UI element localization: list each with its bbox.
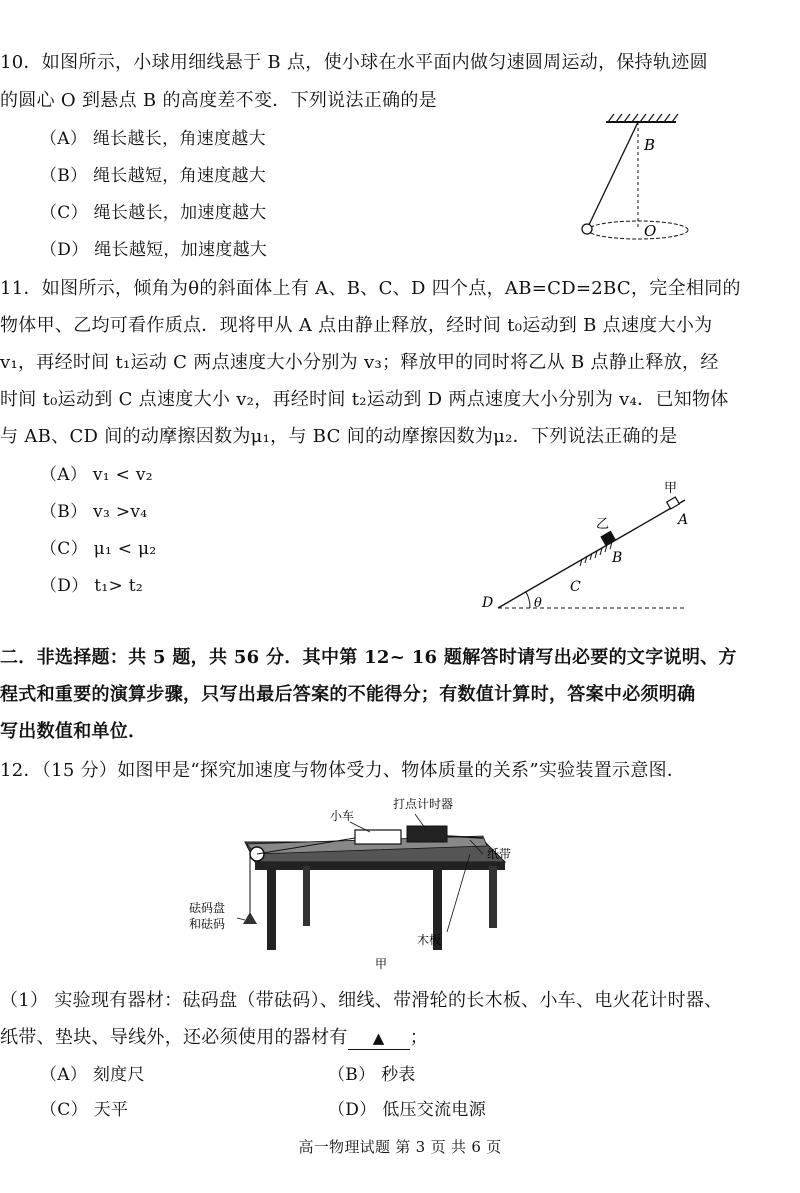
label-weights-2: 和砝码 xyxy=(189,917,226,931)
q11-stem-line2: 物体甲、乙均可看作质点．现将甲从 A 点由静止释放，经时间 t₀运动到 B 点速度大小为 xyxy=(0,315,713,336)
timer-icon xyxy=(407,826,447,842)
section2-line3: 写出数值和单位． xyxy=(0,721,147,742)
q12-part1-line1: （1） 实验现有器材：砝码盘（带砝码）、细线、带滑轮的长木板、小车、电火花计时器、 xyxy=(0,990,723,1011)
ball-icon xyxy=(582,224,592,234)
incline-figure xyxy=(470,470,700,620)
label-o: O xyxy=(644,222,657,240)
q11-stem-line4: 时间 t₀运动到 C 点速度大小 v₂，再经时间 t₂运动到 D 两点速度大小分别为 v₄．已知物体 xyxy=(0,389,729,410)
label-b: B xyxy=(612,550,623,566)
cart-icon xyxy=(355,830,401,844)
q12-part1-line2-text: 纸带、垫块、导线外，还必须使用的器材有 xyxy=(0,1027,348,1048)
section2-line2: 程式和重要的演算步骤，只写出最后答案的不能得分；有数值计算时，答案中必须明确 xyxy=(0,684,696,705)
label-yi: 乙 xyxy=(596,517,610,532)
q10-option-d: （D） 绳长越短，加速度越大 xyxy=(40,240,268,260)
label-board: 木板 xyxy=(417,933,442,947)
label-timer: 打点计时器 xyxy=(393,797,454,811)
q10-option-a: （A） 绳长越长，角速度越大 xyxy=(40,129,266,149)
string-line xyxy=(587,122,638,229)
block-yi-icon xyxy=(600,531,615,546)
q12-option-c: （C） 天平 xyxy=(40,1100,129,1120)
q10-stem-line1: 10．如图所示，小球用细线悬于 B 点，使小球在水平面内做匀速圆周运动，保持轨迹圆 xyxy=(0,52,708,73)
answer-blank-end: ； xyxy=(409,1027,429,1048)
answer-blank[interactable]: ▲ xyxy=(348,1027,410,1050)
label-theta: θ xyxy=(534,596,542,611)
q12-option-d: （D） 低压交流电源 xyxy=(328,1100,487,1120)
label-jia: 甲 xyxy=(664,481,678,496)
label-d: D xyxy=(482,595,494,611)
table-leg xyxy=(303,866,310,926)
label-weights-1: 砝码盘 xyxy=(189,901,226,915)
ceiling-hatch xyxy=(608,114,678,122)
label-cart: 小车 xyxy=(330,809,355,823)
q11-stem-line5: 与 AB、CD 间的动摩擦因数为μ₁，与 BC 间的动摩擦因数为μ₂．下列说法正确的是 xyxy=(0,426,678,447)
q11-option-d: （D） t₁> t₂ xyxy=(40,576,143,596)
label-tape: 纸带 xyxy=(487,847,512,861)
page-footer: 高一物理试题 第 3 页 共 6 页 xyxy=(298,1138,502,1156)
block-jia-icon xyxy=(667,497,680,509)
label-b: B xyxy=(644,136,656,154)
q10-option-b: （B） 绳长越短，角速度越大 xyxy=(40,166,267,186)
q12-part1-line2 xyxy=(0,1027,428,1050)
q12-option-b: （B） 秒表 xyxy=(328,1065,416,1085)
section2-line1: 二．非选择题：共 5 题，共 56 分．其中第 12~ 16 题解答时请写出必要的文字说明、方 xyxy=(0,647,737,668)
lab-apparatus-figure xyxy=(185,792,545,972)
conical-pendulum-figure xyxy=(570,112,700,252)
table-leg xyxy=(267,870,276,950)
weights-icon xyxy=(243,912,257,924)
q12-option-a: （A） 刻度尺 xyxy=(40,1065,145,1085)
table-leg xyxy=(489,866,497,928)
leader-weights xyxy=(237,918,245,920)
label-a: A xyxy=(678,512,689,528)
q11-stem-line3: v₁，再经时间 t₁运动 C 两点速度大小分别为 v₃；释放甲的同时将乙从 B 点静止释放，经 xyxy=(0,352,719,373)
q11-option-a: （A） v₁ < v₂ xyxy=(40,465,153,485)
label-c: C xyxy=(570,579,581,595)
angle-arc xyxy=(526,592,530,608)
q12-intro: 12．（15 分）如图甲是“探究加速度与物体受力、物体质量的关系”实验装置示意图． xyxy=(0,760,686,781)
q11-option-c: （C） μ₁ < μ₂ xyxy=(40,539,157,559)
figure-caption: 甲 xyxy=(375,957,388,971)
q11-stem-line1: 11．如图所示，倾角为θ的斜面体上有 A、B、C、D 四个点，AB=CD=2BC，完全相同的 xyxy=(0,278,741,299)
rough-segment-hatch xyxy=(580,542,612,566)
q11-option-b: （B） v₃ >v₄ xyxy=(40,502,148,522)
q10-stem-line2: 的圆心 O 到悬点 B 的高度差不变．下列说法正确的是 xyxy=(0,90,437,111)
q10-option-c: （C） 绳长越长，加速度越大 xyxy=(40,203,267,223)
